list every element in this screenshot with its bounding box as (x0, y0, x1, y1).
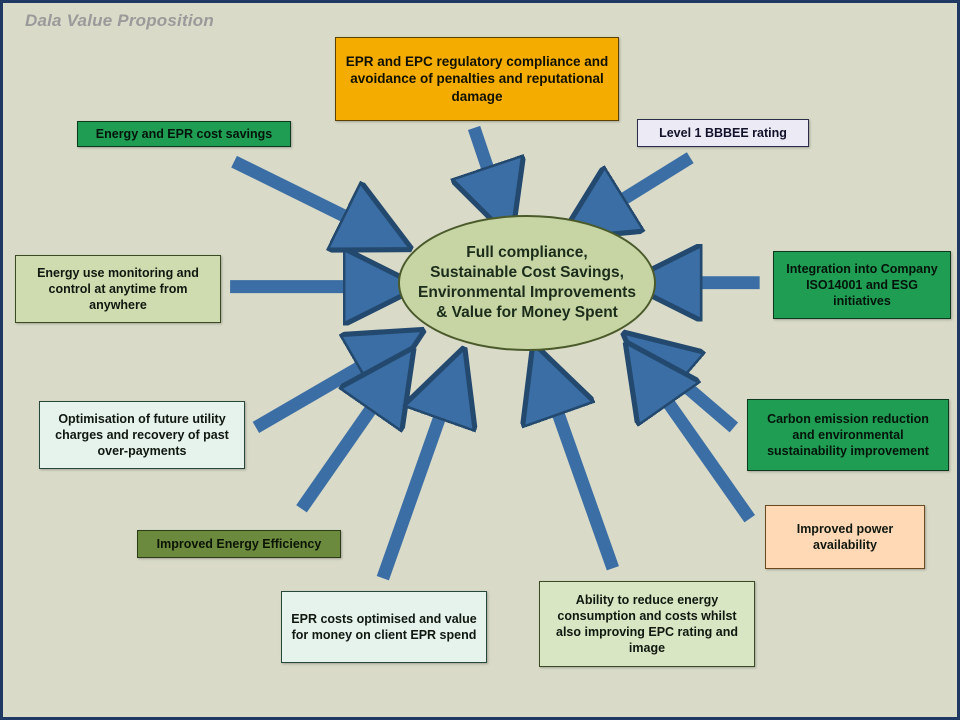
hub-label (410, 243, 644, 322)
hub-line-1: Full compliance, (466, 244, 588, 262)
page-title: Dala Value Proposition (25, 11, 214, 30)
arrow-bbbee-rating (591, 158, 690, 219)
hub-line-3: Environmental Improvements (418, 284, 636, 301)
arrow-improved-power-availability (647, 372, 750, 519)
node-epr-costs-optimised: EPR costs optimised and value for money on client EPR spend (281, 591, 487, 663)
arrow-epr-costs-optimised (383, 382, 452, 578)
node-energy-use-monitoring: Energy use monitoring and control at anytime from anywhere (15, 255, 221, 323)
node-improved-power-availability: Improved power availability (765, 505, 925, 569)
hub-node (398, 215, 656, 351)
arrow-epr-epc-compliance (474, 128, 500, 204)
node-epr-epc-compliance: EPR and EPC regulatory compliance and avoidance of penalties and reputational damage (335, 37, 619, 121)
hub-line-4: & Value for Money Spent (436, 303, 618, 321)
node-reduce-energy-consumption: Ability to reduce energy consumption and costs whilst also improving EPC rating and image (539, 581, 755, 667)
node-energy-epr-cost-savings: Energy and EPR cost savings (77, 121, 291, 147)
arrow-carbon-emission-reduction (651, 356, 734, 427)
node-bbbee-rating: Level 1 BBBEE rating (637, 119, 809, 147)
node-utility-charge-optimisation: Optimisation of future utility charges and recovery of past over-payments (39, 401, 245, 469)
arrow-energy-epr-cost-savings (234, 162, 379, 233)
node-carbon-emission-reduction: Carbon emission reduction and environmental sustainability improvement (747, 399, 949, 471)
node-improved-energy-efficiency: Improved Energy Efficiency (137, 530, 341, 558)
node-iso-esg-integration: Integration into Company ISO14001 and ESG initiatives (773, 251, 951, 319)
arrow-utility-charge-optimisation (256, 348, 393, 427)
arrow-improved-energy-efficiency (302, 378, 393, 509)
hub-line-2: Sustainable Cost Savings, (430, 264, 624, 282)
arrow-reduce-energy-consumption (545, 378, 612, 568)
